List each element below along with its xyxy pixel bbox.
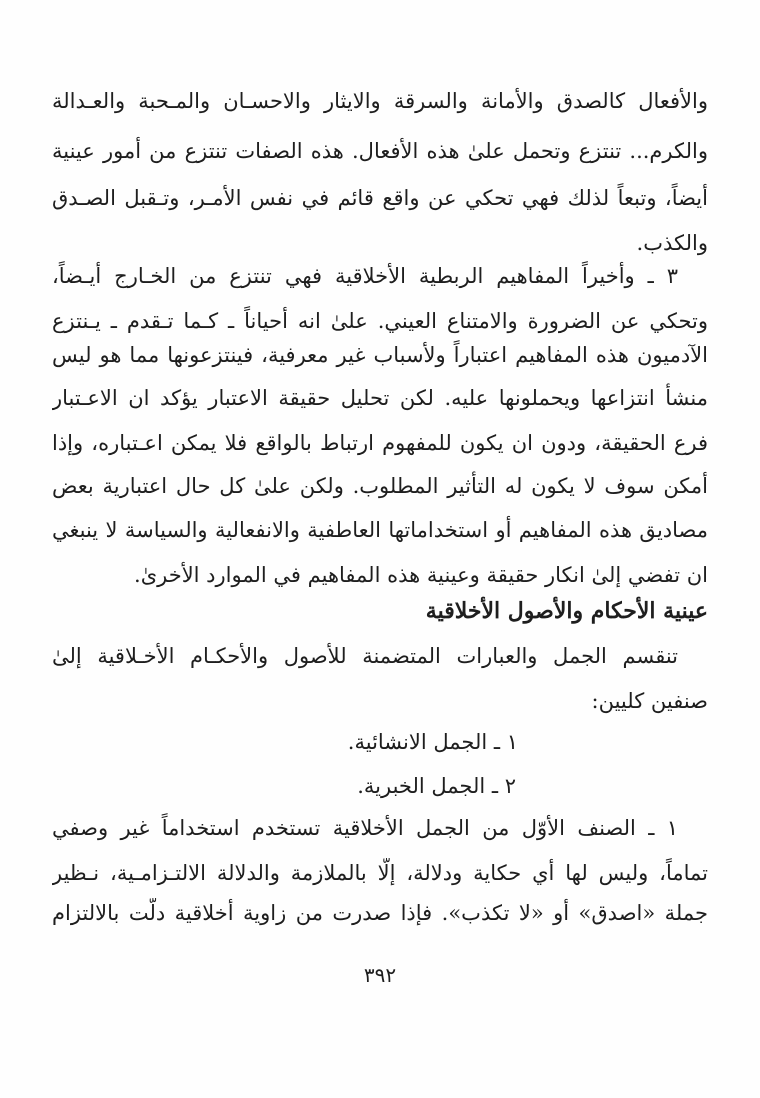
text-line: منشأ انتزاعها ويحملونها عليه. لكن تحليل حقيقة الاعتبار يؤكد ان الاعـتبار bbox=[52, 386, 708, 410]
text-line: أيضاً، وتبعاً لذلك فهي تحكي عن واقع قائم في نفس الأمـر، وتـقبل الصـدق bbox=[52, 186, 708, 210]
text-line: جملة «اصدق» أو «لا تكذب». فإذا صدرت من زاوية أخلاقية دلّت بالالتزام bbox=[52, 901, 708, 925]
section-heading: عينية الأحكام والأصول الأخلاقية bbox=[425, 598, 708, 624]
text-line: صنفين كليين: bbox=[591, 689, 708, 713]
text-line: فرع الحقيقة، ودون ان يكون للمفهوم ارتباط بالواقع فلا يمكن اعـتباره، وإذا bbox=[52, 431, 708, 455]
text-line: تنقسم الجمل والعبارات المتضمنة للأصول والأحكـام الأخـلاقية إلىٰ bbox=[52, 644, 678, 668]
text-line: وتحكي عن الضرورة والامتناع العيني. علىٰ انه أحياناً ـ كـما تـقدم ـ يـنتزع bbox=[52, 309, 708, 333]
page-number: ٣٩٢ bbox=[363, 963, 397, 987]
text-line: مصاديق هذه المفاهيم أو استخداماتها العاطفية والانفعالية والسياسة لا ينبغي bbox=[52, 518, 708, 542]
text-line: أمكن سوف لا يكون له التأثير المطلوب. ولكن علىٰ كل حال اعتبارية بعض bbox=[52, 474, 708, 498]
list-item: ١ ـ الجمل الانشائية. bbox=[347, 730, 518, 754]
text-line: والكرم... تنتزع وتحمل علىٰ هذه الأفعال. هذه الصفات تنتزع من أمور عينية bbox=[52, 139, 708, 163]
text-line: ١ ـ الصنف الأوّل من الجمل الأخلاقية تستخدم استخداماً غير وصفي bbox=[52, 816, 678, 840]
list-item: ٢ ـ الجمل الخبرية. bbox=[357, 774, 516, 798]
text-line: تماماً، وليس لها أي حكاية ودلالة، إلّا بالملازمة والدلالة الالتـزامـية، نـظير bbox=[52, 861, 708, 885]
text-line: ان تفضي إلىٰ انكار حقيقة وعينية هذه المفاهيم في الموارد الأخرىٰ. bbox=[134, 563, 708, 587]
text-line: والكذب. bbox=[636, 231, 708, 255]
text-line: الآدميون هذه المفاهيم اعتباراً ولأسباب غير معرفية، فينتزعونها مما هو ليس bbox=[52, 343, 708, 367]
text-line: والأفعال كالصدق والأمانة والسرقة والايثار والاحسـان والمـحبة والعـدالة bbox=[52, 89, 708, 113]
text-line: ٣ ـ وأخيراً المفاهيم الربطية الأخلاقية فهي تنتزع من الخـارج أيـضاً، bbox=[52, 264, 678, 288]
